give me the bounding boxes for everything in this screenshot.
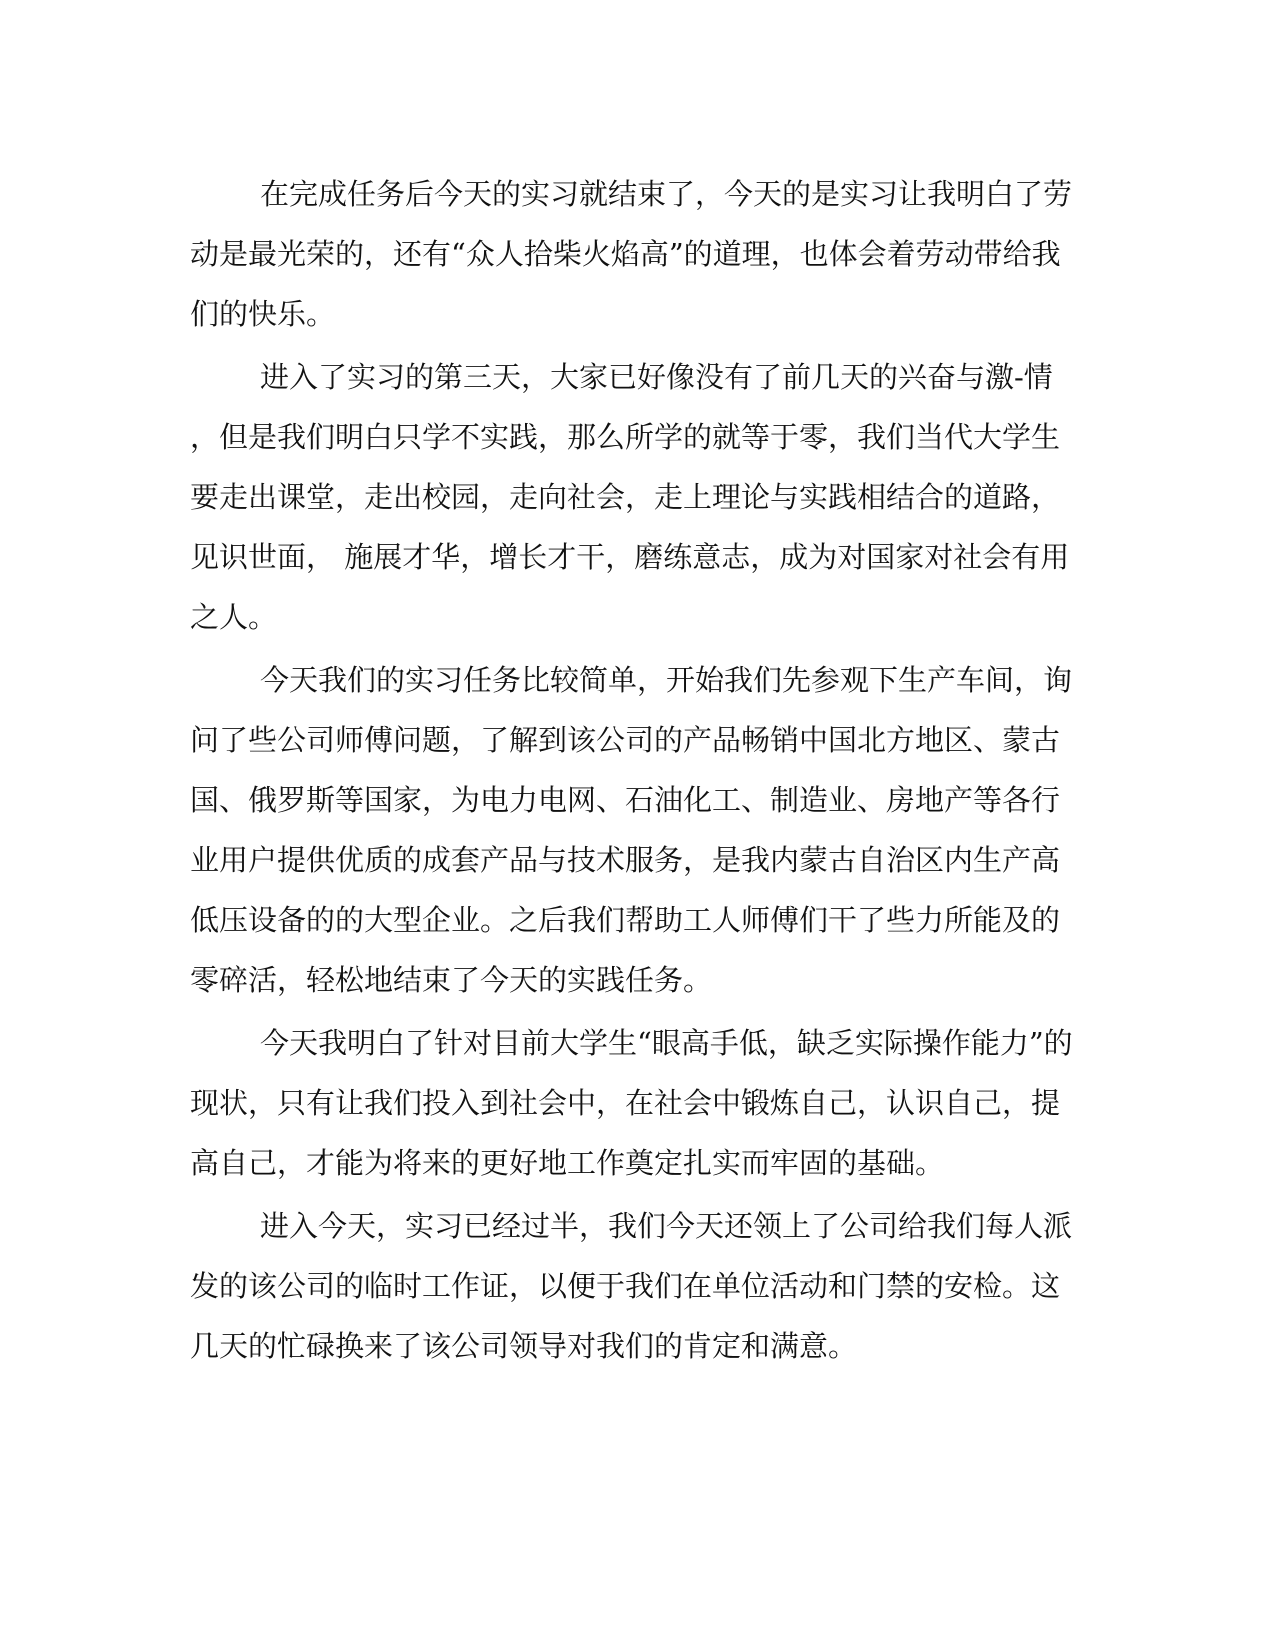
paragraph-line: 低压设备的的大型企业。之后我们帮助工人师傅们干了些力所能及的 <box>190 903 1061 937</box>
paragraph-5 <box>190 1196 1075 1376</box>
paragraph-line: 进入了实习的第三天，大家已好像没有了前几天的兴奋与激-情 <box>260 360 1053 394</box>
paragraph-line: 要走出课堂，走出校园，走向社会，走上理论与实践相结合的道路， <box>190 480 1061 514</box>
paragraph-line: 今天我明白了针对目前大学生“眼高手低，缺乏实际操作能力”的 <box>260 1026 1073 1060</box>
paragraph-line: 进入今天，实习已经过半，我们今天还领上了公司给我们每人派 <box>260 1209 1073 1243</box>
paragraph-line: 现状，只有让我们投入到社会中，在社会中锻炼自己，认识自己，提 <box>190 1086 1061 1120</box>
paragraph-line: 业用户提供优质的成套产品与技术服务，是我内蒙古自治区内生产高 <box>190 843 1061 877</box>
paragraph-line: 今天我们的实习任务比较简单，开始我们先参观下生产车间，询 <box>260 663 1073 697</box>
paragraph-line: 们的快乐。 <box>190 297 336 331</box>
paragraph-line: 在完成任务后今天的实习就结束了，今天的是实习让我明白了劳 <box>260 177 1073 211</box>
paragraph-line: 之人。 <box>190 600 278 634</box>
paragraph-line: 零碎活，轻松地结束了今天的实践任务。 <box>190 963 713 997</box>
paragraph-1 <box>190 164 1075 344</box>
paragraph-line: ，但是我们明白只学不实践，那么所学的就等于零，我们当代大学生 <box>190 420 1061 454</box>
paragraph-line: 见识世面， 施展才华，增长才干，磨练意志，成为对国家对社会有用 <box>190 540 1070 574</box>
paragraph-line: 问了些公司师傅问题，了解到该公司的产品畅销中国北方地区、蒙古 <box>190 723 1061 757</box>
paragraph-line: 高自己，才能为将来的更好地工作奠定扎实而牢固的基础。 <box>190 1146 945 1180</box>
paragraph-3 <box>190 650 1075 1010</box>
paragraph-line: 动是最光荣的，还有“众人拾柴火焰高”的道理，也体会着劳动带给我 <box>190 237 1061 271</box>
paragraph-4 <box>190 1013 1075 1193</box>
paragraph-line: 几天的忙碌换来了该公司领导对我们的肯定和满意。 <box>190 1329 858 1363</box>
document-body <box>190 164 1075 1376</box>
paragraph-line: 发的该公司的临时工作证，以便于我们在单位活动和门禁的安检。这 <box>190 1269 1061 1303</box>
paragraph-line: 国、俄罗斯等国家，为电力电网、石油化工、制造业、房地产等各行 <box>190 783 1061 817</box>
paragraph-2 <box>190 347 1075 647</box>
